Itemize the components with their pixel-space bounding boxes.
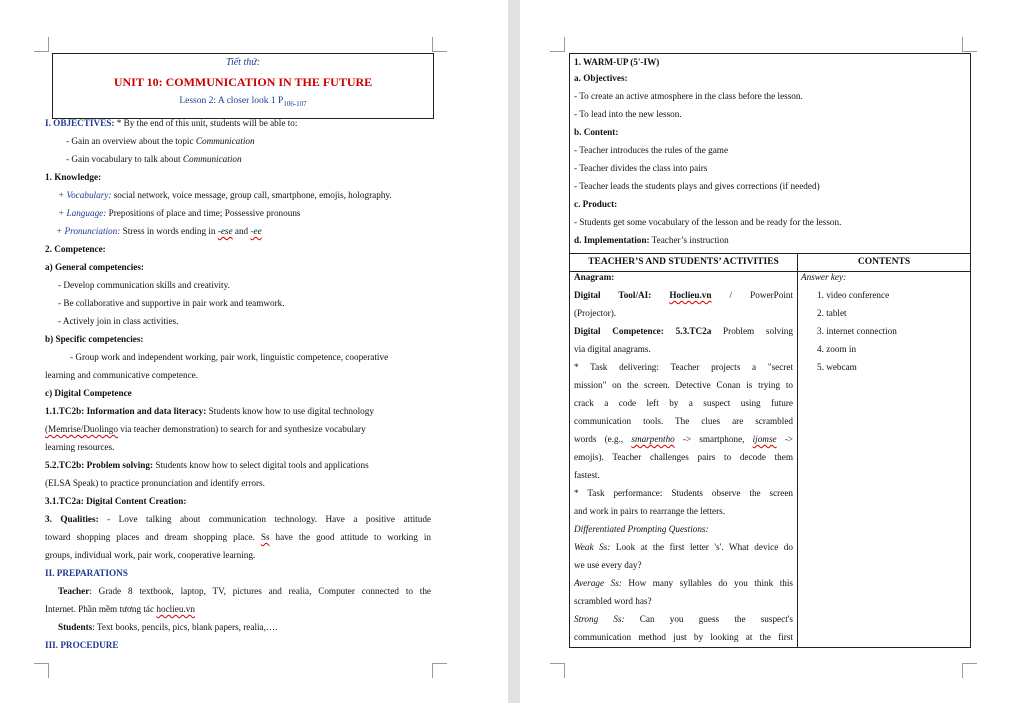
title-box	[52, 53, 434, 119]
digital-tool-names: (Memrise/Duolingo	[45, 424, 118, 434]
objectives-line	[45, 114, 297, 132]
answer-item: 3. internet connection	[817, 326, 897, 336]
answer-item: 5. webcam	[817, 362, 857, 372]
warmup-product: - Students get some vocabulary of the lesson and be ready for the lesson.	[574, 217, 842, 227]
general-competencies-heading: a) General competencies:	[45, 262, 144, 272]
weak-question: we use every day?	[574, 560, 642, 570]
task-performance-line: and work in pairs to rearrange the letters.	[574, 506, 726, 516]
hoclieu-link: hoclieu.vn	[156, 604, 195, 614]
qualities-text: toward shopping places and dream shopping place.	[45, 532, 261, 542]
students-preparation	[58, 618, 277, 636]
lesson-title	[53, 96, 433, 108]
task-performance-line: * Task performance: Students observe the screen	[574, 488, 793, 498]
digital-competence-heading: c) Digital Competence	[45, 388, 132, 398]
page-gutter	[508, 0, 520, 703]
general-competency-item: - Actively join in class activities.	[58, 316, 179, 326]
teacher-text: Internet. Phần mềm tương tác	[45, 604, 157, 614]
digital-tool-label: Digital Tool/AI:	[574, 290, 652, 300]
digital-competence-item: (ELSA Speak) to practice pronunciation and identify errors.	[45, 478, 265, 488]
anagram-label: Anagram:	[574, 272, 615, 282]
language-label: + Language:	[58, 208, 107, 218]
average-question: scrambled word has?	[574, 596, 652, 606]
task-delivering-line: emojis). Teacher challenges pairs to decode them	[574, 452, 793, 462]
students-label: Students	[58, 622, 93, 632]
qualities-text: - Love talking about communication technology. Have a positive attitude	[98, 514, 431, 524]
unit-title: UNIT 10: COMMUNICATION IN THE FUTURE	[113, 75, 373, 89]
pronunciation-text: Stress in words ending in	[120, 226, 218, 236]
crop-mark	[34, 663, 49, 678]
task-delivering-line: communication tools. The clues are scrambled	[574, 416, 793, 426]
average-text: How many syllables do you think this	[621, 578, 793, 588]
suffix-ese: -ese	[217, 226, 233, 236]
crop-mark	[962, 663, 977, 678]
crop-mark	[34, 37, 49, 52]
implementation-label: d. Implementation:	[574, 235, 650, 245]
powerpoint-tool: / PowerPoint	[729, 290, 794, 300]
teacher-preparation	[58, 582, 431, 600]
qualities-line: groups, individual work, pair work, cooperative learning.	[45, 550, 256, 560]
language-line	[58, 204, 301, 222]
digital-competence-code: 5.2.TC2b: Problem solving:	[45, 460, 154, 470]
digital-competence-line	[574, 322, 793, 340]
specific-competencies-heading: b) Specific competencies:	[45, 334, 144, 344]
digital-competence-text: via teacher demonstration) to search for and synthesize vocabulary	[117, 424, 366, 434]
digital-competence-label: Digital Competence: 5.3.TC2a	[574, 326, 712, 336]
crop-mark	[550, 37, 565, 52]
implementation-text: Teacher’s instruction	[649, 235, 729, 245]
warmup-content: - Teacher leads the students plays and gives corrections (if needed)	[574, 181, 820, 191]
task-text: ->	[776, 434, 793, 444]
digital-competence-text: Problem solving	[711, 326, 793, 336]
students-text: : Text books, pencils, pics, blank papers, realia,….	[92, 622, 278, 632]
scrambled-word: ijomse	[752, 434, 777, 444]
pronunciation-label: + Pronunciation:	[56, 226, 121, 236]
hoclieu-tool: Hoclieu.vn	[669, 290, 712, 300]
digital-competence-code: 3.1.TC2a: Digital Content Creation:	[45, 496, 187, 506]
lesson-period: Tiết thứ:	[225, 57, 261, 68]
warmup-content: - Teacher introduces the rules of the game	[574, 145, 729, 155]
task-delivering-line: mission" on the screen. Detective Conan is trying to	[574, 380, 793, 390]
average-label: Average Ss:	[574, 578, 622, 588]
digital-competence-text: Students know how to select digital tools and applications	[153, 460, 369, 470]
specific-competency-item: - Group work and independent working, pair work, linguistic competence, cooperative	[70, 352, 389, 362]
task-text: -> smartphone,	[674, 434, 753, 444]
objectives-intro: * By the end of this unit, students will be able to:	[114, 118, 298, 128]
lesson-pages: 106-107	[283, 99, 307, 108]
warmup-objective: - To create an active atmosphere in the class before the lesson.	[574, 91, 803, 101]
digital-competence-item: learning resources.	[45, 442, 115, 452]
digital-competence-code: 1.1.TC2b: Information and data literacy:	[45, 406, 207, 416]
warmup-objective: - To lead into the new lesson.	[574, 109, 682, 119]
task-delivering-line: crack a code left by a suspect using future	[574, 398, 793, 408]
column-divider	[797, 253, 798, 647]
qualities-line	[45, 528, 431, 546]
knowledge-heading: 1. Knowledge:	[45, 172, 102, 182]
qualities-ss: Ss	[260, 532, 270, 542]
objective-topic: Communication	[195, 136, 255, 146]
content-subheading: b. Content:	[574, 127, 619, 137]
task-delivering-line: fastest.	[574, 470, 600, 480]
pronunciation-line	[56, 222, 262, 240]
lesson-table	[569, 53, 971, 648]
crop-mark	[432, 37, 447, 52]
contents-column-header: CONTENTS	[857, 257, 911, 267]
task-delivering-line: * Task delivering: Teacher projects a "secret	[574, 362, 793, 372]
qualities-label: 3. Qualities:	[45, 514, 99, 524]
weak-label: Weak Ss:	[574, 542, 611, 552]
general-competency-item: - Develop communication skills and creativity.	[58, 280, 230, 290]
crop-mark	[432, 663, 447, 678]
digital-tool-line: (Projector).	[574, 308, 617, 318]
qualities-line	[45, 510, 431, 528]
vocabulary-label: + Vocabulary:	[58, 190, 112, 200]
strong-question: communication method just by looking at the first	[574, 632, 793, 642]
warmup-heading: 1. WARM-UP (5'-IW)	[574, 57, 660, 67]
objective-text: - Gain an overview about the topic	[66, 136, 196, 146]
objectives-heading: I. OBJECTIVES:	[45, 118, 115, 128]
teacher-preparation	[45, 600, 195, 618]
objective-text: - Gain vocabulary to talk about	[66, 154, 183, 164]
specific-competency-item: learning and communicative competence.	[45, 370, 199, 380]
objectives-subheading: a. Objectives:	[574, 73, 628, 83]
suffix-ee: -ee	[250, 226, 262, 236]
weak-question	[574, 538, 793, 556]
language-text: Prepositions of place and time; Possessive pronouns	[106, 208, 301, 218]
strong-question	[574, 610, 793, 628]
digital-competence-text: Students know how to use digital technology	[206, 406, 374, 416]
digital-tool-line	[574, 286, 793, 304]
vocabulary-text: social network, voice message, group call, smartphone, emojis, holography.	[111, 190, 392, 200]
objective-item	[66, 132, 255, 150]
digital-competence-item	[45, 420, 366, 438]
preparations-heading: II. PREPARATIONS	[45, 568, 128, 578]
teacher-label: Teacher	[58, 586, 90, 596]
lesson-title-text: Lesson 2: A closer look 1 P	[179, 96, 284, 106]
procedure-heading: III. PROCEDURE	[45, 640, 119, 650]
scrambled-word: smarpentho	[631, 434, 675, 444]
activities-column-header: TEACHER’S AND STUDENTS’ ACTIVITIES	[588, 257, 779, 267]
digital-competence-item	[45, 402, 374, 420]
strong-text: Can you guess the suspect's	[624, 614, 794, 624]
document-page-right	[520, 0, 1025, 703]
answer-item: 2. tablet	[817, 308, 847, 318]
product-subheading: c. Product:	[574, 199, 618, 209]
document-page-left	[0, 0, 508, 703]
competence-heading: 2. Competence:	[45, 244, 106, 254]
pronunciation-and: and	[232, 226, 251, 236]
objective-topic: Communication	[182, 154, 242, 164]
weak-text: Look at the first letter 's'. What device do	[610, 542, 793, 552]
answer-item: 4. zoom in	[817, 344, 857, 354]
qualities-text: have the good attitude to working in	[269, 532, 431, 542]
digital-competence-line: via digital anagrams.	[574, 344, 651, 354]
teacher-text: : Grade 8 textbook, laptop, TV, pictures and realia, Computer connected to the	[89, 586, 431, 596]
crop-mark	[962, 37, 977, 52]
vocabulary-line	[58, 186, 392, 204]
strong-label: Strong Ss:	[574, 614, 625, 624]
digital-competence-item	[45, 456, 369, 474]
crop-mark	[550, 663, 565, 678]
task-text: words (e.g.,	[574, 434, 632, 444]
answer-item: 1. video conference	[817, 290, 890, 300]
objective-item	[66, 150, 242, 168]
task-delivering-line	[574, 430, 793, 448]
answer-key-label: Answer key:	[801, 272, 847, 282]
warmup-content: - Teacher divides the class into pairs	[574, 163, 708, 173]
average-question	[574, 574, 793, 592]
implementation-line	[574, 231, 729, 249]
general-competency-item: - Be collaborative and supportive in pair work and teamwork.	[58, 298, 285, 308]
prompting-questions-heading: Differentiated Prompting Questions:	[574, 524, 709, 534]
